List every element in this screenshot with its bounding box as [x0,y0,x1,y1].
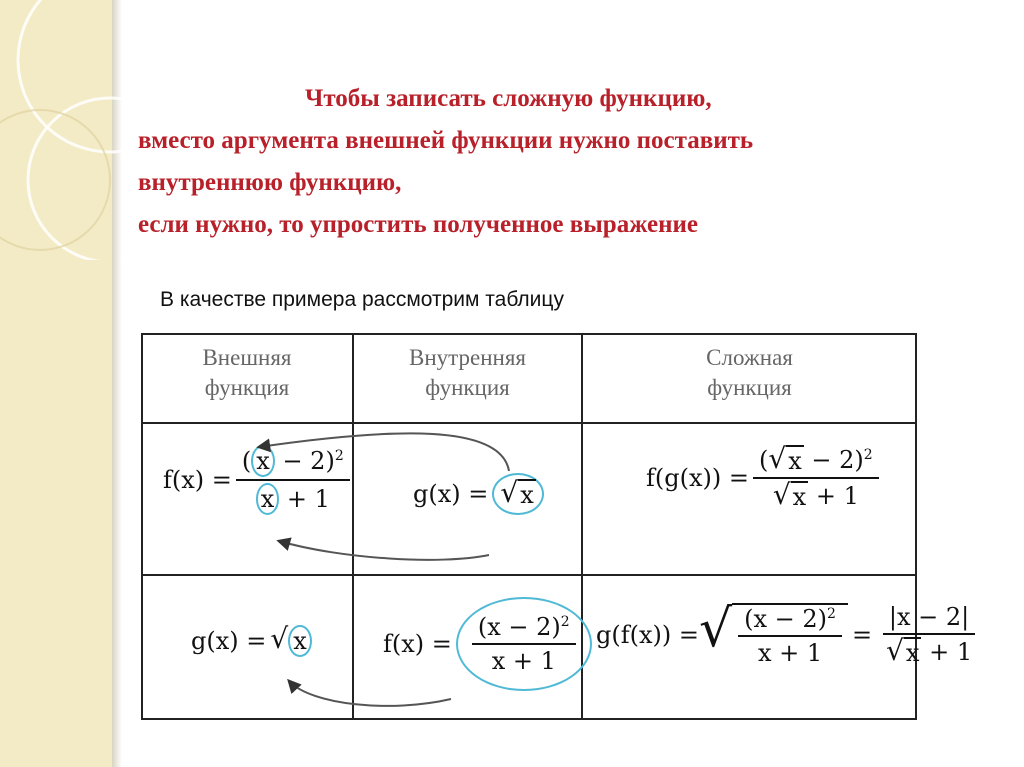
header-inner-function [353,343,582,403]
header-outer-line-2: функция [204,375,290,400]
row1-outer-den-rest: + 1 [279,485,330,513]
row2-composite-num-exp: 2 [827,606,836,622]
row2-composite-root: √ $\frac{(x - 2)^2}{x + 1}$ [699,603,848,667]
row2-inner-circled-fraction [456,597,592,691]
row1-composite-den-arg: x [792,483,807,511]
heading-line-2: вместо аргумента внешней функции нужно поставить [138,127,754,154]
row1-outer-numerator: ( x − 2)$^2$ [236,445,350,481]
row2-inner-lhs: f(x) = [383,630,452,658]
row1-outer-num-circled-x: x [251,445,275,477]
row2-composite-formula [596,599,982,667]
row1-outer-denominator [250,481,336,515]
row1-outer-fraction [236,445,350,515]
slide-heading [138,78,998,246]
heading-line-3: внутреннюю функцию, [138,169,402,196]
row1-inner-lhs: g(x) = [413,480,489,508]
row2-outer-formula: g(x) = √ x [191,625,312,657]
decorative-rings [0,0,140,260]
row1-composite-num-arg: x [788,447,802,475]
row1-composite-num-exp: 2 [863,447,873,463]
row2-composite-equals: = [851,621,873,649]
row1-outer-den-circled-x: x [256,483,280,515]
row1-outer-lhs: f(x) = [163,466,232,494]
row1-composite-formula [646,442,883,511]
heading-line-1: Чтобы записать сложную функцию, [305,85,712,112]
row2-composite-result-denominator: √ x + 1 [886,634,973,667]
row2-composite-lhs: g(f(x)) = [596,621,699,649]
row1-inner-root-arg: x [520,481,534,509]
row2-inner-num-exp: 2 [560,614,570,630]
row1-composite-denominator: √ x + 1 [772,478,859,511]
row1-composite-fraction [753,442,879,511]
intro-text: В качестве примера рассмотрим таблицу [160,288,564,311]
header-composite-function [582,343,917,403]
row1-outer-num-rest: − 2) [274,447,335,475]
row1-composite-num-rest: − 2) [803,446,864,474]
row1-outer-num-exp: 2 [334,448,344,464]
row1-inner-circled-root: √ x [492,473,543,515]
row2-composite-result-numerator: |x − 2| [883,603,975,635]
row2-inner-formula [383,597,592,691]
header-outer-line-1: Внешняя [202,345,292,370]
row2-composite-numerator [738,605,842,637]
row2-composite-result-den-rest: + 1 [921,638,973,666]
header-outer-function [141,343,353,403]
function-table [141,333,973,720]
row2-composite-num-text: (x − 2) [744,605,828,633]
row1-composite-lhs: f(g(x)) = [646,464,749,492]
row1-outer-formula [163,445,354,515]
row2-composite-result [880,603,978,667]
header-inner-line-2: функция [425,375,510,400]
row1-composite-numerator: ( √ x − 2)$^2$ [753,445,879,479]
row2-composite-result-den-arg: x [905,639,920,667]
header-inner-line-1: Внутренняя [409,345,526,370]
row2-inner-num-text: (x − 2) [477,613,561,641]
header-composite-line-2: функция [707,375,792,400]
heading-line-4: если нужно, то упростить полученное выражение [138,211,698,238]
row2-composite-denominator: x + 1 [757,639,823,667]
row2-outer-lhs: g(x) = [191,627,267,655]
row1-inner-formula [413,473,544,515]
row2-inner-numerator [472,613,576,645]
header-composite-line-1: Сложная [706,345,793,370]
row2-outer-circled-x: x [288,625,312,657]
row2-inner-denominator: x + 1 [491,647,556,675]
row1-composite-den-rest: + 1 [808,482,859,510]
